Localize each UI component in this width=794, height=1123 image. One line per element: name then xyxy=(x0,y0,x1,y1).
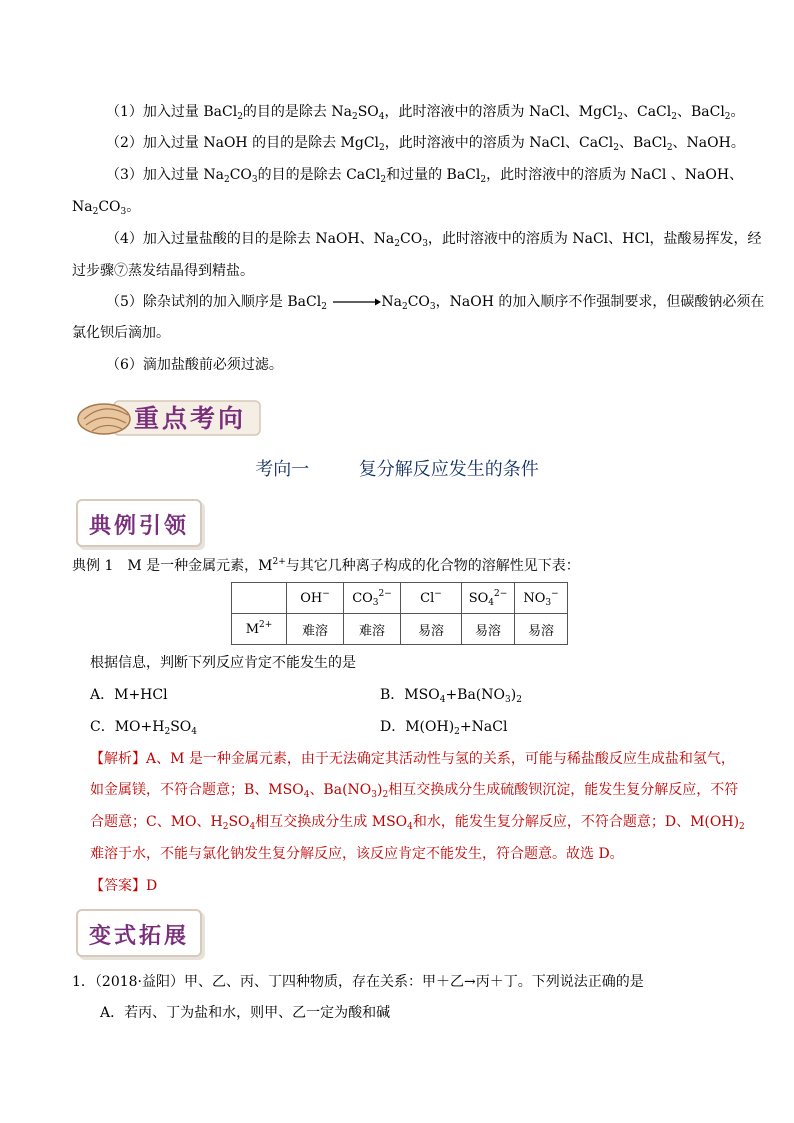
analysis-line-3: 合题意；C、MO、$H_2SO_4$相互交换成分生成 $MSO_4$和水，能发生复分解反应，不符合题意；D、$M(OH)_2$ xyxy=(90,814,745,832)
table-cell: 难溶 xyxy=(287,614,344,645)
variant-banner xyxy=(76,909,202,957)
note-4: （4）加入过量盐酸的目的是除去 NaOH、$Na_2CO_3$，此时溶液中的溶质为 NaCl、HCl，盐酸易挥发，经 xyxy=(106,231,762,249)
key-topics-banner xyxy=(76,393,262,437)
note-6: （6）滴加盐酸前必须过滤。 xyxy=(106,357,283,373)
table-cell: 难溶 xyxy=(344,614,401,645)
table-header-cell: $CO_3^{2-}$ xyxy=(344,583,401,614)
option-d: D．$M(OH)_2+NaCl$ xyxy=(380,719,508,737)
note-3-cont: $Na_2CO_3$。 xyxy=(72,199,141,217)
note-3: （3）加入过量 $Na_2CO_3$的目的是除去 CaCl$_2$和过量的 BaCl$_2$，此时溶液中的溶质为 NaCl 、NaOH、 xyxy=(106,167,744,185)
note-5: （5）除杂试剂的加入顺序是 BaCl$_2$ $Na_2CO_3$，NaOH 的加入顺序不作强制要求，但碳酸钠必须在 xyxy=(106,294,765,312)
table-header-cell: $NO_3^-$ xyxy=(515,583,568,614)
table-cell xyxy=(232,583,287,614)
analysis-line-4: 难溶于水，不能与氯化钠发生复分解反应，该反应肯定不能发生，符合题意。故选 D。 xyxy=(90,846,624,862)
key-topics-title: 重点考向 xyxy=(134,404,247,433)
example-question: 根据信息，判断下列反应肯定不能发生的是 xyxy=(90,655,356,671)
table-header-cell: $SO_4^{2-}$ xyxy=(462,583,515,614)
table-row xyxy=(232,614,568,645)
option-b: B．$MSO_4+Ba(NO_3)_2$ xyxy=(380,687,522,705)
example-banner xyxy=(76,499,202,547)
variant-question-1: 1．（2018·益阳）甲、乙、丙、丁四种物质，存在关系：甲＋乙→丙＋丁。下列说法正确的是 xyxy=(72,974,644,990)
table-cell: 易溶 xyxy=(462,614,515,645)
section-title xyxy=(0,455,794,481)
table-row-label: $M^{2+}$ xyxy=(232,614,287,645)
table-header-cell: Cl− xyxy=(401,583,462,614)
table-header-row xyxy=(232,583,568,614)
section-heading: 复分解反应发生的条件 xyxy=(358,459,539,480)
table-cell: 易溶 xyxy=(515,614,568,645)
note-1: （1）加入过量 BaCl$_2$的目的是除去 $Na_2SO_4$，此时溶液中的溶质为 NaCl、MgCl$_2$、CaCl$_2$、BaCl$_2$。 xyxy=(106,104,745,122)
analysis-line-2: 如金属镁，不符合题意；B、$MSO_4$、$Ba(NO_3)_2$相互交换成分生成硫酸钡沉淀，能发生复分解反应，不符 xyxy=(90,782,739,800)
note-5-cont: 氯化钡后滴加。 xyxy=(72,325,170,341)
note-2: （2）加入过量 NaOH 的目的是除去 MgCl$_2$，此时溶液中的溶质为 NaCl、CaCl$_2$、BaCl$_2$、NaOH。 xyxy=(106,135,745,153)
table-cell: 易溶 xyxy=(401,614,462,645)
option-c: C．$MO+H_2SO_4$ xyxy=(90,719,198,737)
table-header-cell: OH− xyxy=(287,583,344,614)
note-4-cont: 过步骤⑦蒸发结晶得到精盐。 xyxy=(72,263,254,279)
solubility-table xyxy=(231,582,568,645)
analysis-line-1: 【解析】A、M 是一种金属元素，由于无法确定其活动性与氢的关系，可能与稀盐酸反应生成盐和氢气， xyxy=(90,751,735,767)
answer-line: 【答案】D xyxy=(90,878,158,894)
example-banner-label: 典例引领 xyxy=(88,514,189,539)
option-a: A．M+HCl xyxy=(90,687,168,703)
variant-banner-label: 变式拓展 xyxy=(88,924,189,949)
reaction-arrow-icon xyxy=(331,297,381,307)
section-number: 考向一 xyxy=(255,459,310,480)
variant-question-1-option-a: A．若丙、丁为盐和水，则甲、乙一定为酸和碱 xyxy=(100,1005,391,1021)
example-intro: 典例 1 M 是一种金属元素，$M^{2+}$与其它几种离子构成的化合物的溶解性见下表： xyxy=(72,557,580,574)
